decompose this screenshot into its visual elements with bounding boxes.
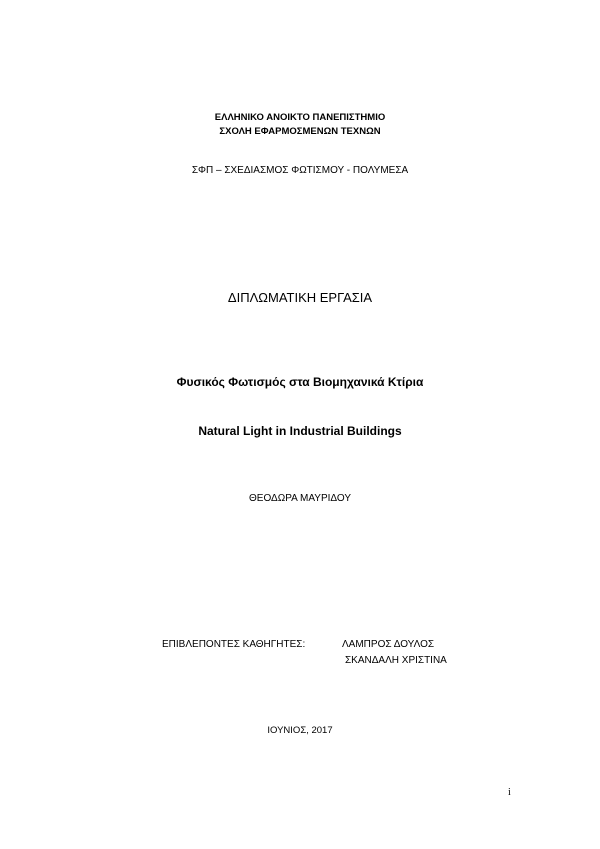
school-name: ΣΧΟΛΗ ΕΦΑΡΜΟΣΜΕΝΩΝ ΤΕΧΝΩΝ xyxy=(219,126,381,137)
thesis-title-greek: Φυσικός Φωτισμός στα Βιομηχανικά Κτίρια xyxy=(176,375,424,389)
supervisor-name-2: ΣΚΑΝΔΑΛΗ ΧΡΙΣΤΙΝΑ xyxy=(345,655,447,666)
university-name: ΕΛΛΗΝΙΚΟ ΑΝΟΙΚΤΟ ΠΑΝΕΠΙΣΤΗΜΙΟ xyxy=(214,112,386,123)
program-name: ΣΦΠ – ΣΧΕΔΙΑΣΜΟΣ ΦΩΤΙΣΜΟΥ - ΠΟΛΥΜΕΣΑ xyxy=(191,165,409,176)
supervisor-name-1: ΛΑΜΠΡΟΣ ΔΟΥΛΟΣ xyxy=(342,639,435,650)
submission-date: ΙΟΥΝΙΟΣ, 2017 xyxy=(267,725,333,736)
document-type-heading: ΔΙΠΛΩΜΑΤΙΚΗ ΕΡΓΑΣΙΑ xyxy=(227,290,373,305)
supervisors-label: ΕΠΙΒΛΕΠΟΝΤΕΣ ΚΑΘΗΓΗΤΕΣ: xyxy=(162,639,306,650)
page-number: i xyxy=(508,787,511,798)
thesis-title-english: Natural Light in Industrial Buildings xyxy=(198,424,402,438)
author-name: ΘΕΟΔΩΡΑ ΜΑΥΡΙΔΟΥ xyxy=(249,493,351,504)
